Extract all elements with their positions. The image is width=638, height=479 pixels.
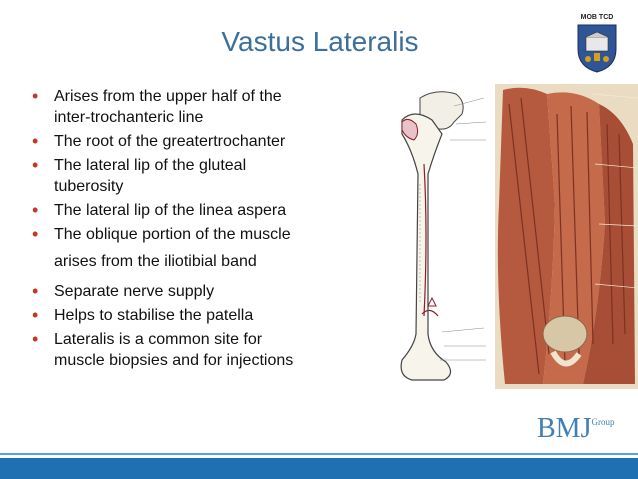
bullet-item: • The root of the greatertrochanter [32, 131, 286, 151]
footer-bar [0, 458, 638, 479]
brand-name: BMJ [537, 413, 592, 444]
bullet-item: • The lateral lip of the gluteal tuberosity [32, 155, 247, 195]
crest-icon [576, 23, 618, 73]
bmj-group-logo [537, 413, 614, 445]
bullet-item: • The oblique portion of the muscle arises from the iliotibial band [32, 224, 291, 270]
bullet-item: • The lateral lip of the linea aspera [32, 200, 287, 220]
bullet-dot-icon: • [32, 329, 39, 349]
bullet-item: • Arises from the upper half of the inter-trochanteric line [32, 86, 282, 126]
bullet-item: • Separate nerve supply [32, 281, 215, 301]
bullet-item: • Lateralis is a common site for muscle biopsies and for injections [32, 329, 294, 369]
bullet-item: • Helps to stabilise the patella [32, 305, 254, 325]
bullet-dot-icon: • [32, 86, 39, 106]
bullet-list [32, 86, 392, 374]
tcd-badge [576, 14, 618, 78]
badge-label: MOB TCD [580, 14, 614, 21]
footer-accent-line [0, 453, 638, 455]
femur-illustration [384, 84, 496, 384]
bullet-dot-icon: • [32, 131, 39, 151]
bullet-dot-icon: • [32, 155, 39, 175]
bullet-dot-icon: • [32, 281, 39, 301]
bullet-dot-icon: • [32, 305, 39, 325]
slide-title: Vastus Lateralis [221, 26, 419, 57]
bullet-dot-icon: • [32, 200, 39, 220]
bullet-dot-icon: • [32, 224, 39, 244]
thigh-muscle-illustration [495, 84, 638, 389]
brand-suffix: Group [591, 417, 615, 427]
